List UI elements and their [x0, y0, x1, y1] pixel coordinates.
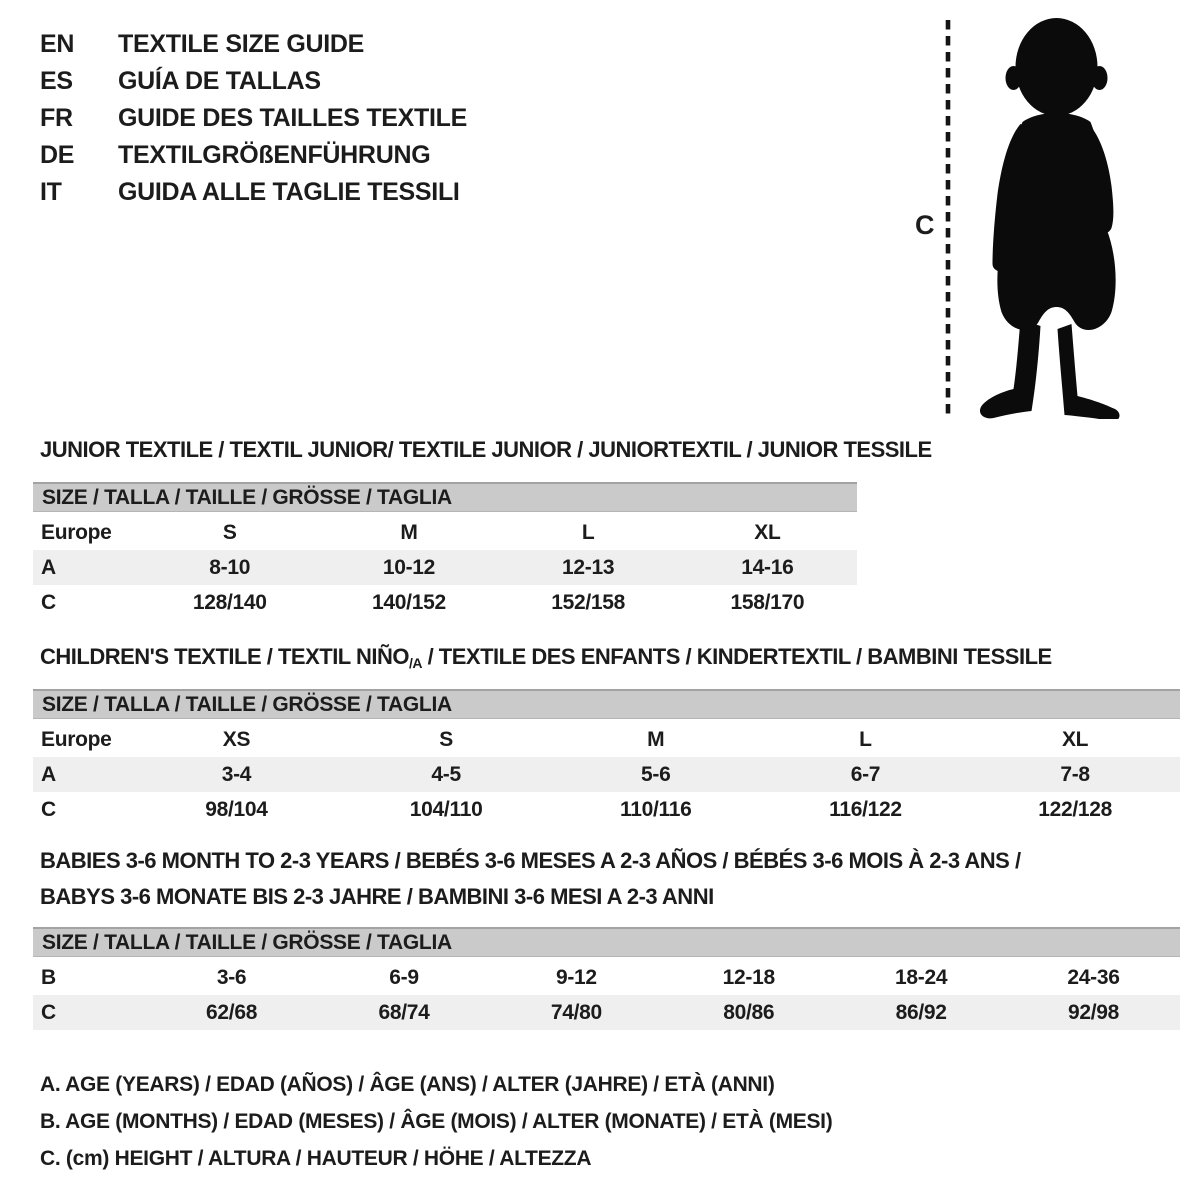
- lang-title: GUIDA ALLE TAGLIE TESSILI: [118, 178, 460, 206]
- height-measure-line: [945, 18, 953, 420]
- cell: 68/74: [378, 1000, 430, 1024]
- cell: 116/122: [829, 797, 902, 821]
- table-row: [33, 995, 1180, 1030]
- babies-section-title-line1: BABIES 3-6 MONTH TO 2-3 YEARS / BEBÉS 3-6 MESES A 2-3 AÑOS / BÉBÉS 3-6 MOIS À 2-3 ANS /: [40, 848, 1021, 873]
- table-row: [33, 722, 1180, 757]
- cell: 104/110: [409, 797, 483, 821]
- lang-code: FR: [40, 104, 73, 132]
- row-label: C: [41, 797, 56, 821]
- title-part: CHILDREN'S TEXTILE / TEXTIL NIÑO: [40, 644, 409, 669]
- cell: XS: [222, 727, 251, 751]
- babies-size-table: [33, 927, 1180, 1030]
- note-height-cm: C. (cm) HEIGHT / ALTURA / HAUTEUR / HÖHE / ALTEZZA: [40, 1146, 592, 1170]
- figure-block: [903, 12, 1183, 424]
- row-label: Europe: [41, 520, 112, 544]
- lang-code: DE: [40, 141, 75, 169]
- height-measure-label: C: [915, 210, 935, 240]
- lang-title: GUIDE DES TAILLES TEXTILE: [118, 104, 468, 132]
- lang-row-es: [40, 63, 467, 100]
- cell: 158/170: [730, 590, 805, 614]
- lang-row-de: [40, 137, 467, 174]
- cell: 74/80: [550, 1000, 602, 1024]
- cell: 80/86: [723, 1000, 775, 1024]
- cell: 6-9: [389, 965, 419, 989]
- note-age-years: A. AGE (YEARS) / EDAD (AÑOS) / ÂGE (ANS) / ALTER (JAHRE) / ETÀ (ANNI): [40, 1072, 775, 1096]
- cell: 110/116: [620, 797, 692, 821]
- cell: 98/104: [205, 797, 268, 821]
- table-row: [33, 960, 1180, 995]
- children-section-title: [40, 644, 1052, 671]
- lang-row-it: [40, 174, 467, 211]
- table-row: [33, 550, 857, 585]
- lang-title: TEXTILE SIZE GUIDE: [118, 30, 365, 58]
- row-label: C: [41, 590, 56, 614]
- lang-title: GUÍA DE TALLAS: [118, 67, 321, 95]
- cell: 62/68: [206, 1000, 258, 1024]
- row-label: Europe: [41, 727, 112, 751]
- junior-size-table: [33, 482, 857, 620]
- cell: 12-13: [562, 555, 615, 579]
- cell: 3-4: [221, 762, 252, 786]
- cell: S: [222, 520, 237, 544]
- cell: 10-12: [382, 555, 436, 579]
- table-row: [33, 515, 857, 550]
- cell: 12-18: [722, 965, 775, 989]
- lang-code: ES: [40, 67, 73, 95]
- cell: L: [859, 727, 872, 751]
- lang-title: TEXTILGRÖßENFÜHRUNG: [118, 141, 431, 169]
- row-label: A: [41, 762, 56, 786]
- cell: 18-24: [895, 965, 948, 989]
- cell: 8-10: [209, 555, 251, 579]
- table-row: [33, 585, 857, 620]
- cell: XL: [754, 520, 781, 544]
- size-header-bar: SIZE / TALLA / TAILLE / GRÖSSE / TAGLIA: [33, 927, 1180, 957]
- row-label: C: [41, 1000, 56, 1024]
- cell: 9-12: [555, 965, 597, 989]
- cell: 3-6: [216, 965, 247, 989]
- row-label: B: [41, 965, 56, 989]
- cell: 5-6: [641, 762, 671, 786]
- cell: L: [581, 520, 595, 544]
- cell: XL: [1061, 727, 1089, 751]
- cell: 7-8: [1060, 762, 1090, 786]
- title-part: / TEXTILE DES ENFANTS / KINDERTEXTIL / BAMBINI TESSILE: [421, 644, 1052, 669]
- size-header-bar: SIZE / TALLA / TAILLE / GRÖSSE / TAGLIA: [33, 689, 1180, 719]
- cell: M: [647, 727, 665, 751]
- lang-row-en: [40, 26, 467, 63]
- children-size-table: [33, 689, 1180, 827]
- cell: 6-7: [850, 762, 881, 786]
- cell: 92/98: [1068, 1000, 1120, 1024]
- lang-row-fr: [40, 100, 467, 137]
- junior-section-title: JUNIOR TEXTILE / TEXTIL JUNIOR/ TEXTILE JUNIOR / JUNIORTEXTIL / JUNIOR TESSILE: [40, 437, 932, 462]
- lang-code: IT: [40, 178, 62, 206]
- cell: 14-16: [741, 555, 794, 579]
- cell: 4-5: [431, 762, 461, 786]
- lang-code: EN: [40, 30, 75, 58]
- note-age-months: B. AGE (MONTHS) / EDAD (MESES) / ÂGE (MOIS) / ALTER (MONATE) / ETÀ (MESI): [40, 1109, 833, 1133]
- cell: 86/92: [895, 1000, 947, 1024]
- cell: 140/152: [372, 590, 446, 614]
- babies-section-title-line2: BABYS 3-6 MONATE BIS 2-3 JAHRE / BAMBINI 3-6 MESI A 2-3 ANNI: [40, 884, 714, 909]
- baby-silhouette-icon: [967, 14, 1145, 419]
- size-header-bar: SIZE / TALLA / TAILLE / GRÖSSE / TAGLIA: [33, 482, 857, 512]
- cell: M: [400, 520, 418, 544]
- cell: 152/158: [551, 590, 626, 614]
- cell: 128/140: [192, 590, 267, 614]
- table-row: [33, 792, 1180, 827]
- row-label: A: [41, 555, 56, 579]
- footnotes: [40, 1066, 832, 1177]
- language-title-block: [40, 26, 467, 211]
- cell: S: [439, 727, 453, 751]
- table-row: [33, 757, 1180, 792]
- title-subscript: /A: [408, 655, 422, 671]
- cell: 122/128: [1038, 797, 1112, 821]
- cell: 24-36: [1067, 965, 1120, 989]
